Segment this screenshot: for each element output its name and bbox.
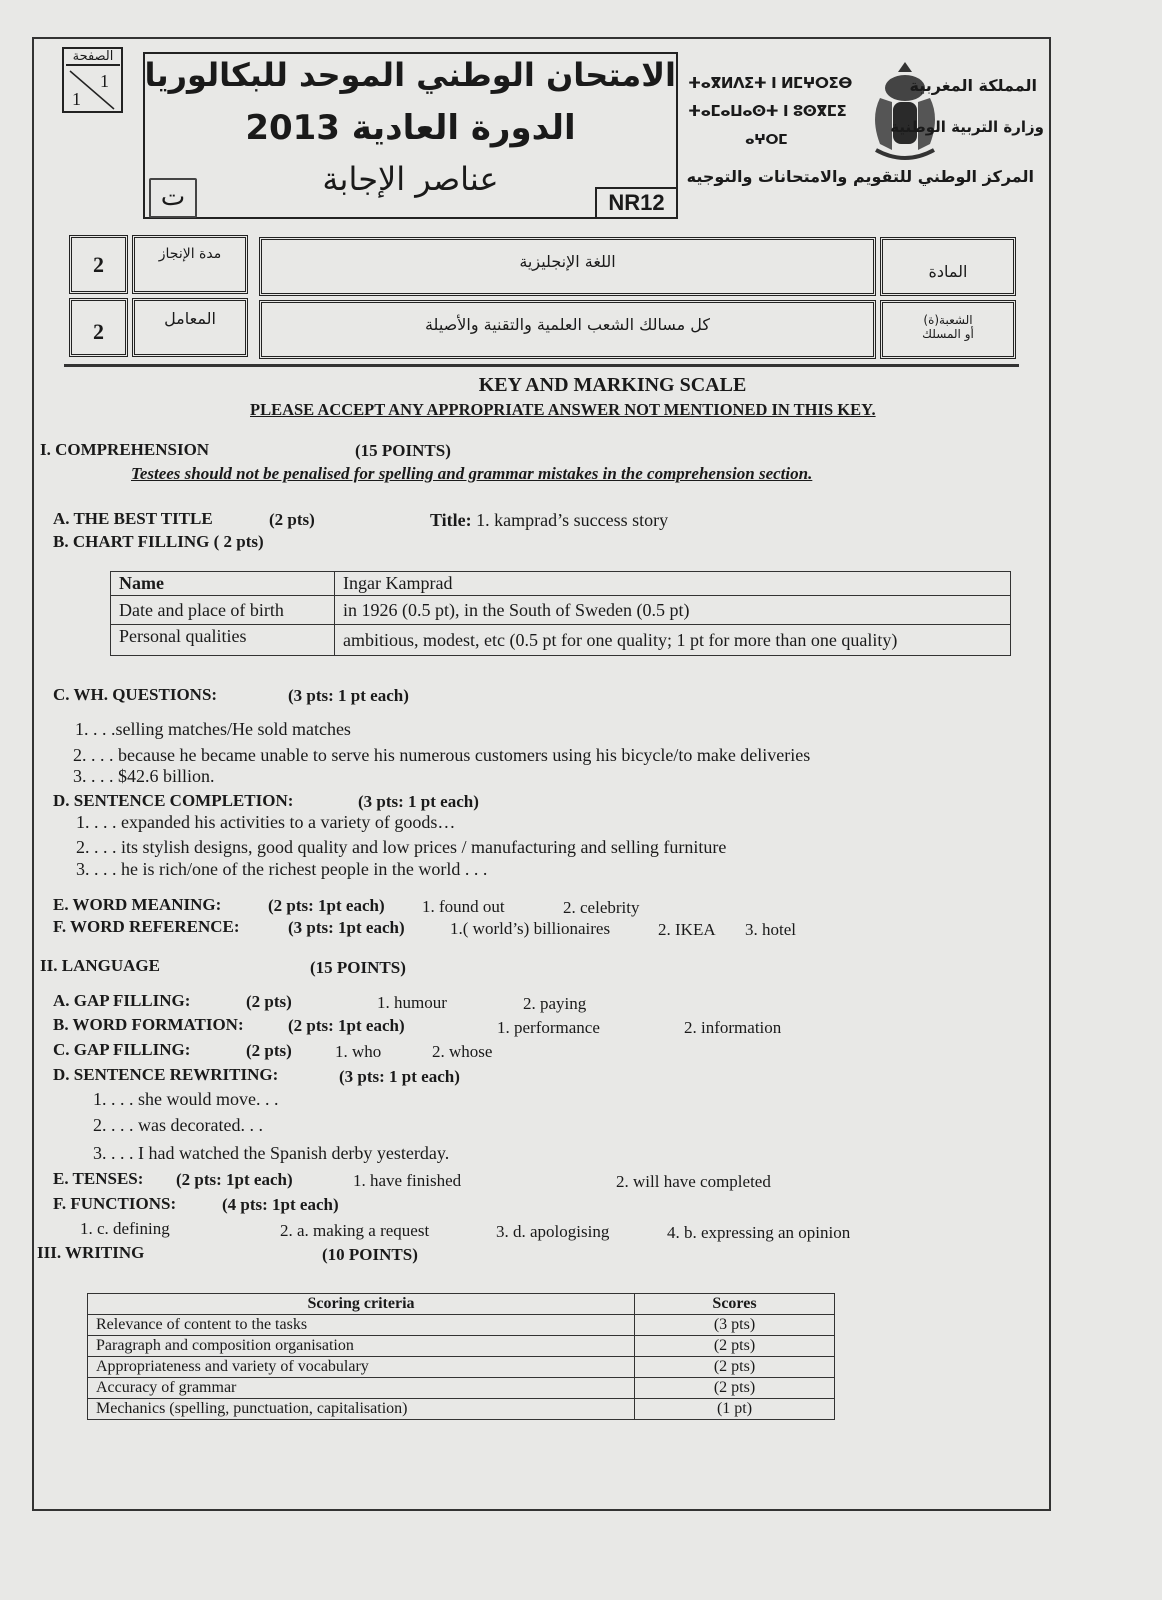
coef-label-cell	[132, 298, 248, 357]
word-meaning-answer: 1. found out	[422, 897, 505, 916]
word-meaning-pts: (2 pts: 1pt each)	[268, 896, 385, 915]
tifinagh-2: ⵜⴰⵎⴰⵡⴰⵙⵜ ⵏ ⵓⵙⴳⵎⵉ	[688, 102, 847, 120]
subject-value-cell	[259, 237, 876, 296]
wh-questions-pts: (3 pts: 1 pt each)	[288, 686, 409, 705]
coef-value-cell	[69, 298, 128, 357]
chart-filling-label: B. CHART FILLING ( 2 pts)	[53, 532, 264, 551]
exam-title-box	[143, 52, 678, 219]
wh-answer: 3. . . . $42.6 billion.	[73, 766, 215, 786]
exam-code-text: NR12	[608, 190, 665, 215]
word-formation-label: B. WORD FORMATION:	[53, 1015, 244, 1034]
sentence-completion-label: D. SENTENCE COMPLETION:	[53, 791, 294, 810]
chart-filling-table	[110, 571, 1011, 656]
title-answer: 1. kamprad’s success story	[476, 510, 669, 530]
table-header-row	[88, 1294, 835, 1315]
gap-filling-c-pts: (2 pts)	[246, 1041, 292, 1060]
completion-answer: 2. . . . its stylish designs, good quality and low prices / manufacturing and selling furniture	[76, 837, 727, 857]
word-reference-label: F. WORD REFERENCE:	[53, 917, 240, 936]
tenses-label: E. TENSES:	[53, 1169, 144, 1188]
subject-label-cell	[880, 237, 1016, 296]
functions-answer: 3. d. apologising	[496, 1222, 610, 1241]
criterion: Paragraph and composition organisation	[88, 1336, 635, 1357]
chart-value: ambitious, modest, etc (0.5 pt for one quality; 1 pt for more than one quality)	[335, 625, 1011, 656]
page-total: 1	[72, 89, 81, 109]
rewriting-answer: 3. . . . I had watched the Spanish derby yesterday.	[93, 1143, 450, 1163]
wh-questions-label: C. WH. QUESTIONS:	[53, 685, 218, 704]
table-row	[88, 1357, 835, 1378]
criteria-header: Scoring criteria	[88, 1294, 635, 1315]
chart-value: in 1926 (0.5 pt), in the South of Sweden (0.5 pt)	[335, 596, 1011, 625]
tifinagh-3: ⴰⵖⵔⵎ	[745, 132, 788, 148]
gap-filling-a-answer: 1. humour	[377, 993, 447, 1012]
table-row	[88, 1315, 835, 1336]
page-num: 1	[100, 71, 109, 91]
word-meaning-answer: 2. celebrity	[563, 898, 640, 917]
wh-answer: 1. . . .selling matches/He sold matches	[75, 719, 351, 739]
exam-title: الامتحان الوطني الموحد للبكالوريا	[144, 56, 676, 94]
word-reference-pts: (3 pts: 1pt each)	[288, 918, 405, 937]
tenses-answer: 1. have finished	[353, 1171, 462, 1190]
table-row	[111, 572, 1011, 596]
rewriting-answer: 2. . . . was decorated. . .	[93, 1115, 263, 1135]
exam-session: الدورة العادية 2013	[245, 108, 576, 148]
writing-heading: III. WRITING	[37, 1243, 145, 1262]
exam-code	[595, 187, 678, 219]
gap-filling-a-label: A. GAP FILLING:	[53, 991, 191, 1010]
gap-filling-c-answer: 2. whose	[432, 1042, 493, 1061]
criterion: Accuracy of grammar	[88, 1378, 635, 1399]
branch-label-2: أو المسلك	[922, 327, 974, 341]
center-text: المركز الوطني للتقويم والامتحانات والتوجيه	[686, 167, 1034, 186]
sentence-completion-pts: (3 pts: 1 pt each)	[358, 792, 479, 811]
duration-label: مدة الإنجاز	[158, 246, 222, 262]
table-row	[111, 625, 1011, 656]
sentence-rewriting-pts: (3 pts: 1 pt each)	[339, 1067, 460, 1086]
gap-filling-a-answer: 2. paying	[523, 994, 587, 1013]
ministry-text: وزارة التربية الوطنية	[890, 118, 1044, 136]
table-row	[111, 596, 1011, 625]
coat-of-arms-icon	[866, 58, 944, 162]
language-points: (15 POINTS)	[310, 958, 406, 977]
completion-answer: 3. . . . he is rich/one of the richest people in the world . . .	[76, 859, 488, 879]
functions-answer: 1. c. defining	[80, 1219, 170, 1238]
criterion: Mechanics (spelling, punctuation, capitalisation)	[88, 1399, 635, 1420]
functions-pts: (4 pts: 1pt each)	[222, 1195, 339, 1214]
gap-filling-a-pts: (2 pts)	[246, 992, 292, 1011]
divider	[64, 364, 1019, 367]
tenses-pts: (2 pts: 1pt each)	[176, 1170, 293, 1189]
rewriting-answer: 1. . . . she would move. . .	[93, 1089, 279, 1109]
exam-subtitle: عناصر الإجابة	[322, 160, 499, 198]
criterion: Relevance of content to the tasks	[88, 1315, 635, 1336]
functions-label: F. FUNCTIONS:	[53, 1194, 177, 1213]
score: (1 pt)	[635, 1399, 835, 1420]
score: (3 pts)	[635, 1315, 835, 1336]
logo-icon: ت	[149, 178, 197, 218]
comprehension-note: Testees should not be penalised for spelling and grammar mistakes in the comprehension section.	[131, 464, 813, 483]
coef-value: 2	[93, 319, 104, 344]
word-formation-answer: 2. information	[684, 1018, 782, 1037]
word-meaning-label: E. WORD MEANING:	[53, 895, 222, 914]
word-formation-answer: 1. performance	[497, 1018, 600, 1037]
best-title-label: A. THE BEST TITLE	[53, 509, 213, 528]
branch-value-cell	[259, 300, 876, 359]
page-label: الصفحة	[66, 49, 120, 66]
score: (2 pts)	[635, 1357, 835, 1378]
title-label: Title:	[430, 510, 472, 530]
chart-key: Date and place of birth	[111, 596, 335, 625]
duration-value: 2	[93, 252, 104, 277]
table-row	[88, 1399, 835, 1420]
duration-label-cell	[132, 235, 248, 294]
sentence-rewriting-label: D. SENTENCE REWRITING:	[53, 1065, 279, 1084]
score: (2 pts)	[635, 1336, 835, 1357]
comprehension-points: (15 POINTS)	[355, 441, 451, 460]
chart-key: Personal qualities	[111, 625, 335, 656]
scores-header: Scores	[635, 1294, 835, 1315]
page-number-box	[62, 47, 123, 113]
best-title-pts: (2 pts)	[269, 510, 315, 529]
score: (2 pts)	[635, 1378, 835, 1399]
functions-answer: 2. a. making a request	[280, 1221, 430, 1240]
branch-label-1: الشعبة(ة)	[923, 313, 973, 327]
table-row	[88, 1336, 835, 1357]
subject-value: اللغة الإنجليزية	[519, 252, 616, 271]
comprehension-heading: I. COMPREHENSION	[40, 440, 210, 459]
best-title-answer	[430, 510, 668, 531]
key-title: KEY AND MARKING SCALE	[478, 374, 747, 396]
key-subtitle: PLEASE ACCEPT ANY APPROPRIATE ANSWER NOT MENTIONED IN THIS KEY.	[250, 400, 876, 419]
wh-answer: 2. . . . because he became unable to serve his numerous customers using his bicycle/to make deliveries	[73, 745, 811, 765]
coef-label: المعامل	[164, 309, 216, 328]
branch-label-cell	[880, 300, 1016, 359]
word-reference-answer: 2. IKEA	[658, 920, 716, 939]
language-heading: II. LANGUAGE	[40, 956, 160, 975]
gap-filling-c-label: C. GAP FILLING:	[53, 1040, 191, 1059]
tifinagh-1: ⵜⴰⴳⵍⴷⵉⵜ ⵏ ⵍⵎⵖⵔⵉⴱ	[688, 74, 852, 92]
completion-answer: 1. . . . expanded his activities to a variety of goods…	[76, 812, 456, 832]
scoring-table	[87, 1293, 835, 1420]
criterion: Appropriateness and variety of vocabulary	[88, 1357, 635, 1378]
functions-answer: 4. b. expressing an opinion	[667, 1223, 851, 1242]
writing-points: (10 POINTS)	[322, 1245, 418, 1264]
kingdom-text: المملكة المغربية	[909, 76, 1037, 95]
chart-value: Ingar Kamprad	[335, 572, 1011, 596]
branch-value: كل مسالك الشعب العلمية والتقنية والأصيلة	[424, 315, 711, 334]
chart-key: Name	[111, 572, 335, 596]
duration-value-cell	[69, 235, 128, 294]
tenses-answer: 2. will have completed	[616, 1172, 771, 1191]
subject-label: المادة	[928, 262, 968, 281]
table-row	[88, 1378, 835, 1399]
word-reference-answer: 1.( world’s) billionaires	[450, 919, 611, 938]
word-reference-answer: 3. hotel	[745, 920, 796, 939]
gap-filling-c-answer: 1. who	[335, 1042, 382, 1061]
word-formation-pts: (2 pts: 1pt each)	[288, 1016, 405, 1035]
